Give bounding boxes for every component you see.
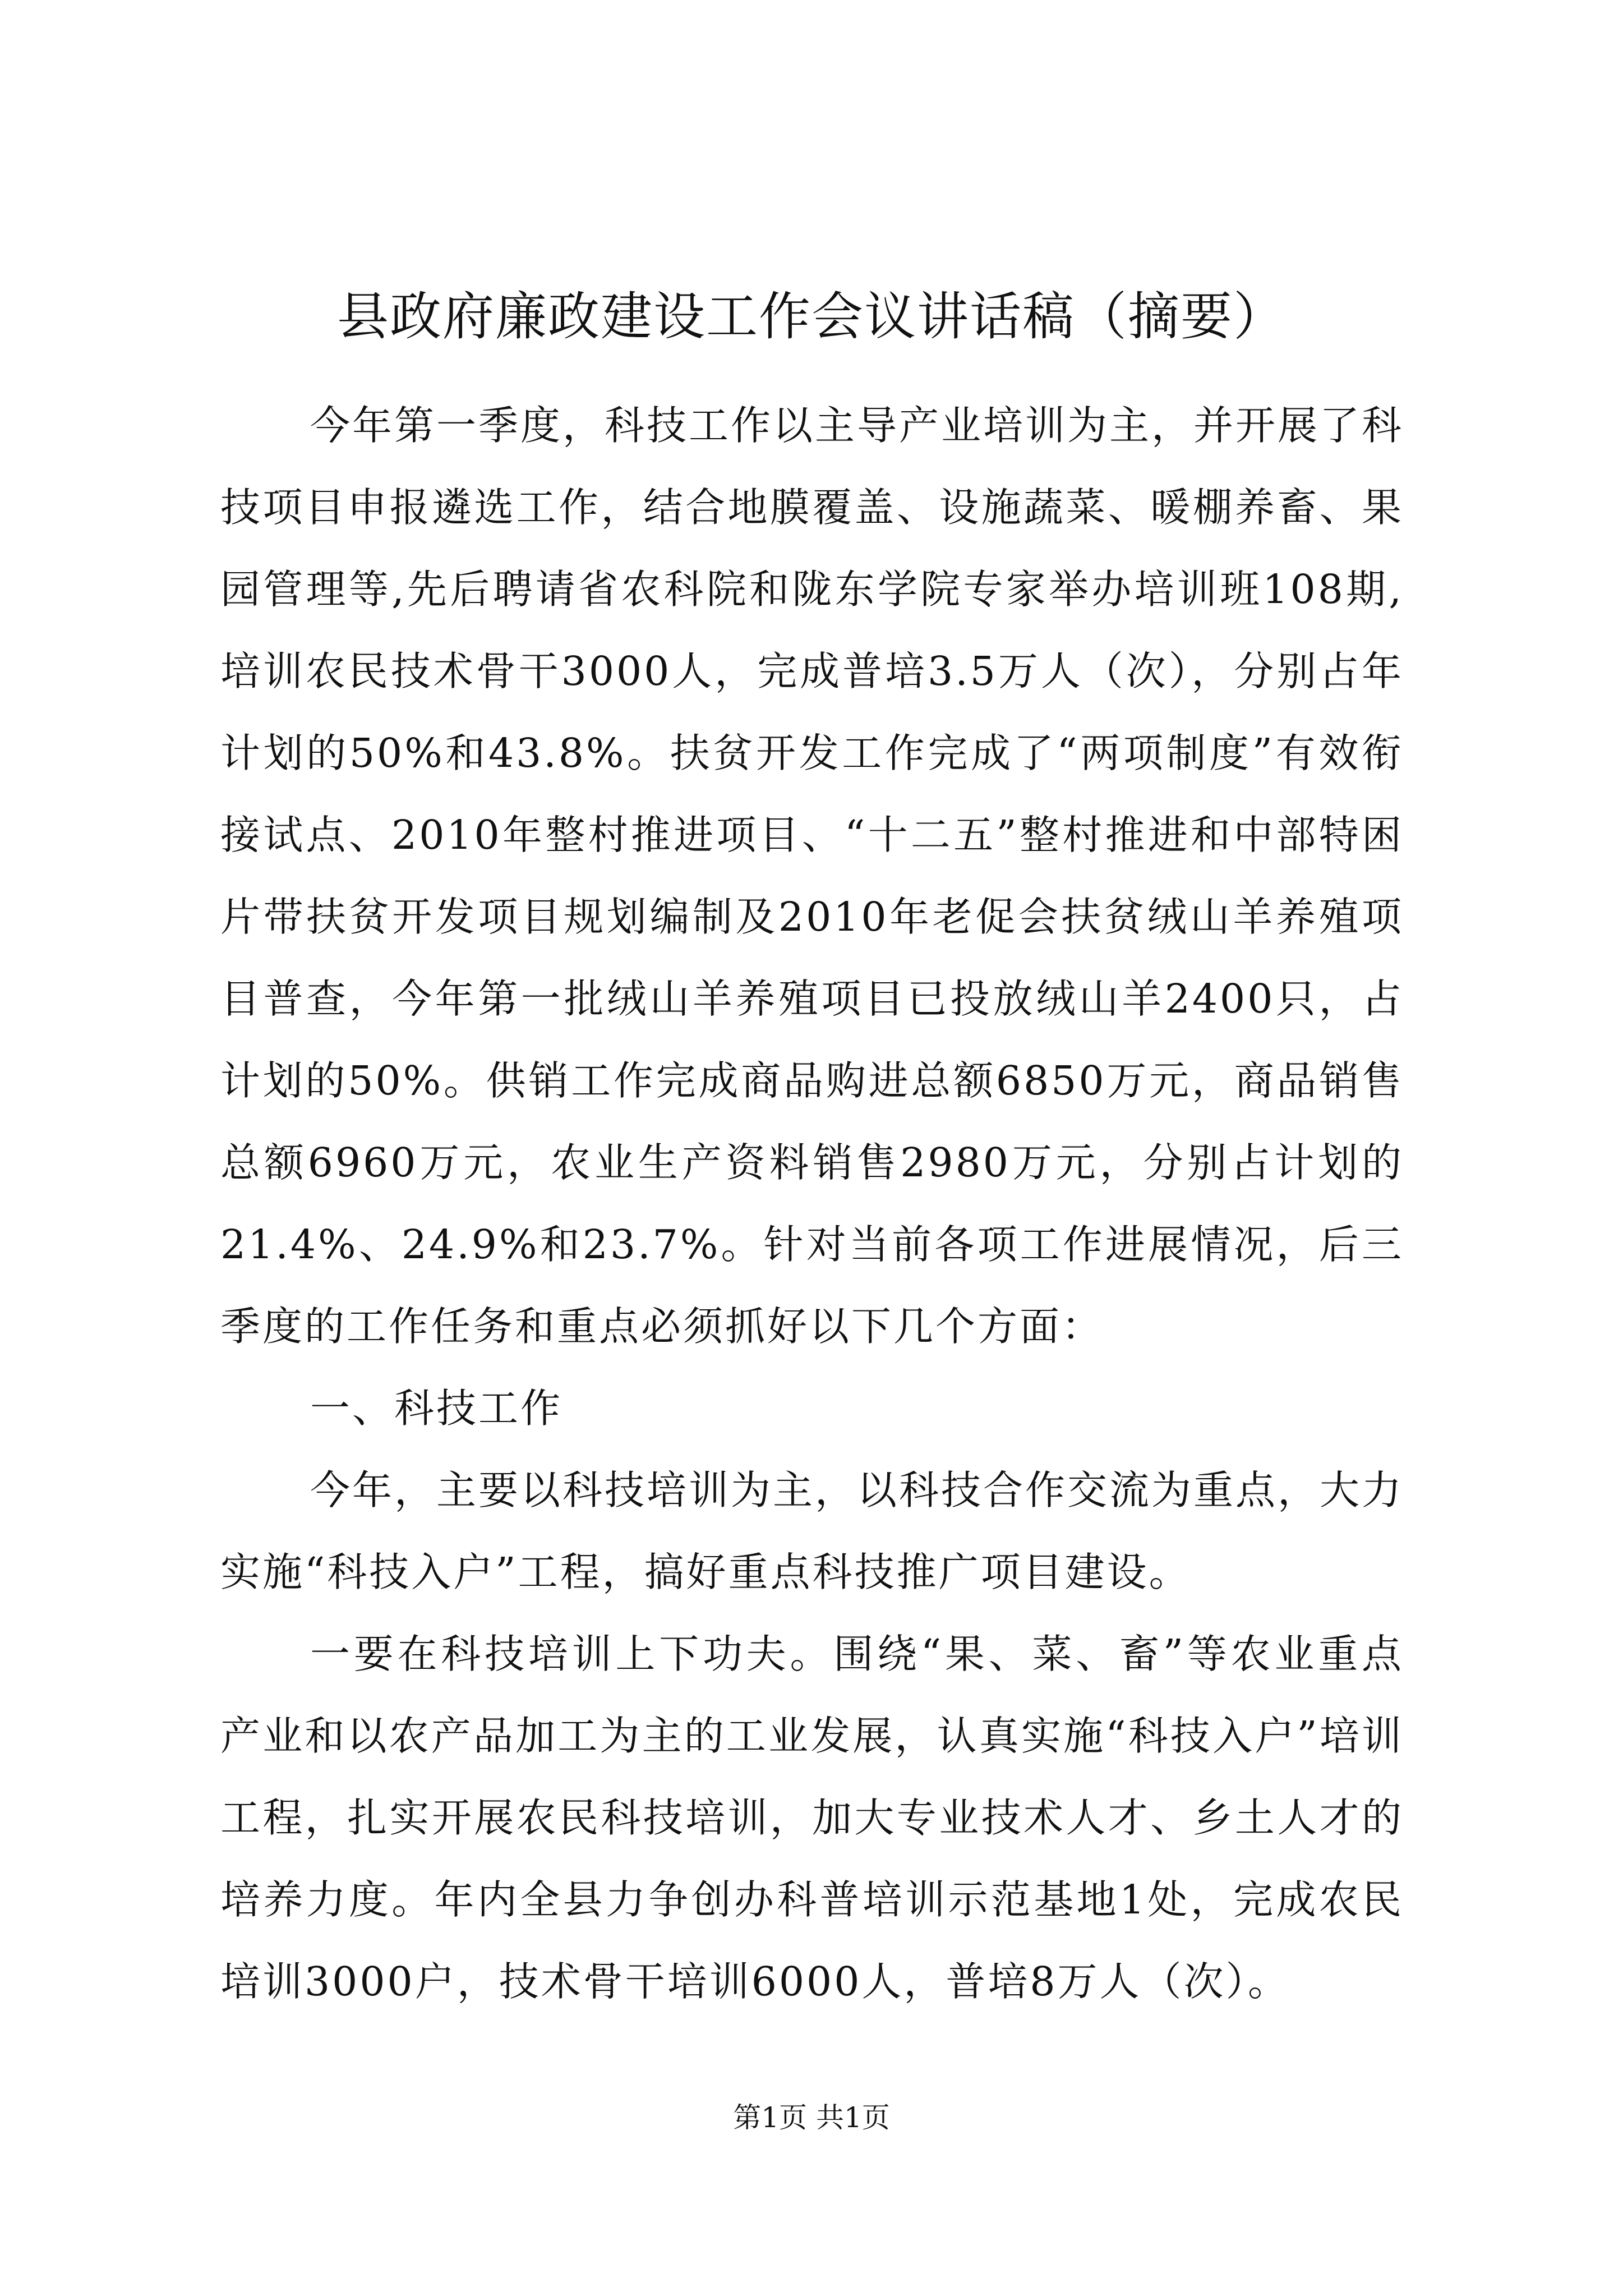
- document-body: [220, 385, 1404, 2023]
- section-heading-tech: 一、科技工作: [310, 1385, 563, 1432]
- page-number-footer: 第1页 共1页: [733, 2101, 890, 2134]
- paragraph-tech-focus: 今年，主要以科技培训为主，以科技合作交流为重点，大力实施“科技入户”工程，搞好重点科技推广项目建设。: [220, 1467, 1404, 1595]
- paragraph-summary: 今年第一季度，科技工作以主导产业培训为主，并开展了科技项目申报遴选工作，结合地膜覆盖、设施蔬菜、暖棚养畜、果园管理等,先后聘请省农科院和陇东学院专家举办培训班108期,培训农民技术骨干3000人，完成普培3.5万人（次），分别占年计划的50%和43.8%。扶贫开发工作完成了“两项制度”有效衔接试点、2010年整村推进项目、“十二五”整村推进和中部特困片带扶贫开发项目规划编制及2010年老促会扶贫绒山羊养殖项目普查，今年第一批绒山羊养殖项目已投放绒山羊2400只，占计划的50%。供销工作完成商品购进总额6850万元，商品销售总额6960万元，农业生产资料销售2980万元，分别占计划的21.4%、24.9%和23.7%。针对当前各项工作进展情况，后三季度的工作任务和重点必须抓好以下几个方面：: [220, 402, 1404, 1350]
- document-title: 县政府廉政建设工作会议讲话稿（摘要）: [336, 287, 1286, 347]
- paragraph-tech-training: 一要在科技培训上下功夫。围绕“果、菜、畜”等农业重点产业和以农产品加工为主的工业发展，认真实施“科技入户”培训工程，扎实开展农民科技培训，加大专业技术人才、乡土人才的培养力度。年内全县力争创办科普培训示范基地1处，完成农民培训3000户，技术骨干培训6000人，普培8万人（次）。: [220, 1631, 1404, 2005]
